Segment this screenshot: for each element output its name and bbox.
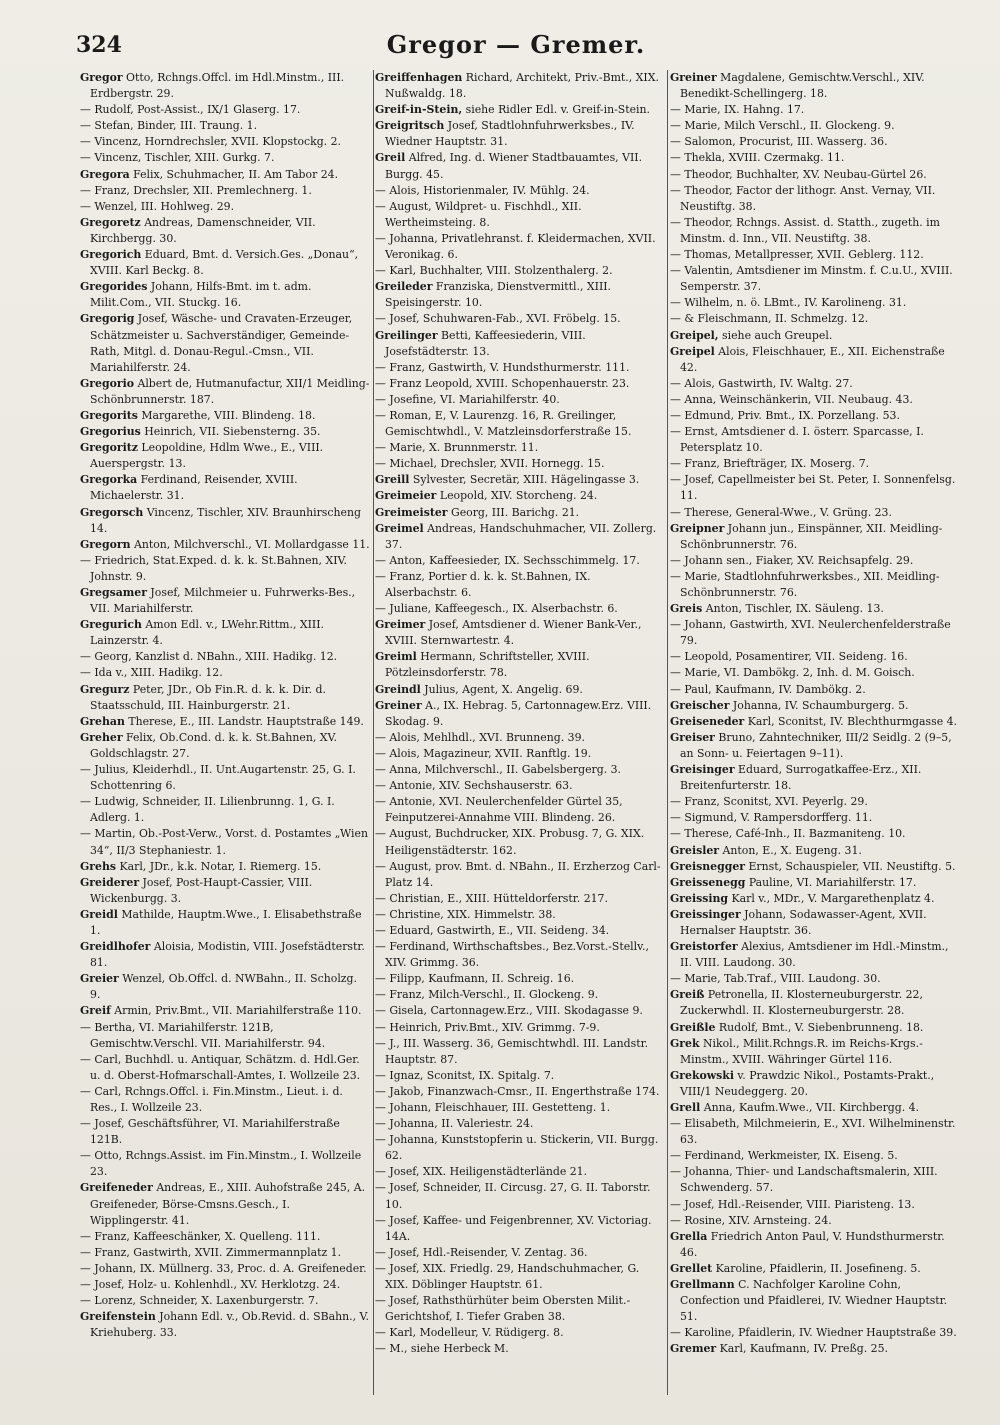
directory-entry: — Heinrich, Priv.Bmt., XIV. Grimmg. 7-9. (375, 1020, 600, 1034)
directory-entry: — Josef, Hdl.-Reisender, V. Zentag. 36. (375, 1245, 588, 1259)
directory-entry: — Alois, Gastwirth, IV. Waltg. 27. (670, 376, 853, 390)
directory-entry: — Josefine, VI. Mariahilferstr. 40. (375, 392, 560, 406)
directory-entry: — Edmund, Priv. Bmt., IX. Porzellang. 53. (670, 408, 900, 422)
directory-entry: Greiner Magdalene, Gemischtw.Verschl., XIV. Benedikt-Schellingerg. 18. (670, 71, 925, 101)
directory-entry: — Karoline, Pfaidlerin, IV. Wiedner Hauptstraße 39. (670, 1326, 957, 1340)
directory-entry: — Filipp, Kaufmann, II. Schreig. 16. (375, 972, 575, 986)
directory-entry: Greipel, siehe auch Greupel. (670, 328, 833, 342)
directory-entry: Grehan Therese, E., III. Landstr. Hauptstraße 149. (80, 714, 364, 728)
directory-entry: Greif-in-Stein, siehe Ridler Edl. v. Greif-in-Stein. (375, 103, 651, 117)
directory-entry: Gregorig Josef, Wäsche- und Cravaten-Erzeuger, Schätzmeister u. Sachverständiger, Gemeinde-Rath, Mitgl. d. Donau-Regul.-Cmsn., VII. Mariahilferstr. 24. (80, 312, 353, 374)
directory-entry: — Franz, Portier d. k. k. St.Bahnen, IX. Alserbachstr. 6. (375, 569, 591, 599)
directory-entry: Grell Anna, Kaufm.Wwe., VII. Kirchbergg. 4. (670, 1101, 920, 1114)
directory-entry: — Gisela, Cartonnagew.Erz., VIII. Skodagasse 9. (375, 1004, 643, 1018)
directory-entry: Gregsamer Josef, Milchmeier u. Fuhrwerks-Bes., VII. Mariahilferstr. (80, 586, 356, 616)
directory-entry: Gregorich Eduard, Bmt. d. Versich.Ges. „Donau“, XVIII. Karl Beckg. 8. (80, 248, 359, 278)
directory-entry: Gregoritz Leopoldine, Hdlm Wwe., E., VIII. Auerspergstr. 13. (80, 441, 324, 471)
directory-entry: — J., III. Wasserg. 36, Gemischtwhdl. III. Landstr. Hauptstr. 87. (375, 1036, 649, 1066)
directory-entry: — Jakob, Finanzwach-Cmsr., II. Engerthstraße 174. (375, 1084, 660, 1098)
directory-entry: Greiß Petronella, II. Klosterneuburgerstr. 22, Zuckerwhdl. II. Klosterneuburgerstr. 28. (670, 988, 923, 1018)
page-number: 324 (76, 32, 122, 58)
directory-entry: — Josef, Rathsthürhüter beim Obersten Milit.-Gerichtshof, I. Tiefer Graben 38. (375, 1294, 631, 1324)
directory-entry: — Therese, General-Wwe., V. Grüng. 23. (670, 505, 892, 519)
directory-entry: Grella Friedrich Anton Paul, V. Hundsthurmerstr. 46. (670, 1229, 945, 1259)
directory-entry: — Josef, Schuhwaren-Fab., XVI. Fröbelg. 15. (375, 312, 621, 326)
directory-entry: Greimeier Leopold, XIV. Storcheng. 24. (375, 489, 598, 503)
column-divider (667, 70, 668, 1395)
directory-entry: — Sigmund, V. Rampersdorfferg. 11. (670, 811, 873, 825)
directory-entry: — Karl, Buchhalter, VIII. Stolzenthalerg. 2. (375, 264, 613, 278)
directory-entry: — Roman, E, V. Laurenzg. 16, R. Greilinger, Gemischtwhdl., V. Matzleinsdorferstraße 15. (375, 408, 632, 439)
directory-entry: — Georg, Kanzlist d. NBahn., XIII. Hadikg. 12. (80, 650, 338, 664)
directory-column-3 (670, 70, 960, 1400)
directory-entry: — Martin, Ob.-Post-Verw., Vorst. d. Postamtes „Wien 34“, II/3 Stephaniestr. 1. (80, 827, 368, 857)
directory-entry: Greissing Karl v., MDr., V. Margarethenplatz 4. (670, 891, 935, 905)
directory-entry: — Josef, Geschäftsführer, VI. Mariahilferstraße 121B. (80, 1117, 340, 1147)
directory-entry: — Marie, IX. Hahng. 17. (670, 103, 805, 117)
directory-entry: Grek Nikol., Milit.Rchngs.R. im Reichs-Krgs.-Minstm., XVIII. Währinger Gürtel 116. (670, 1036, 923, 1066)
directory-entry: — Johann sen., Fiaker, XV. Reichsapfelg. 29. (670, 553, 914, 567)
directory-entry: — Rosine, XIV. Arnsteing. 24. (670, 1213, 832, 1227)
directory-entry: — Josef, Hdl.-Reisender, VIII. Piaristeng. 13. (670, 1197, 915, 1211)
directory-entry: — Franz, Gastwirth, V. Hundsthurmerstr. 111. (375, 360, 630, 374)
directory-entry: Greistorfer Alexius, Amtsdiener im Hdl.-Minstm., II. VIII. Laudong. 30. (670, 940, 949, 970)
directory-entry: — Paul, Kaufmann, IV. Dambökg. 2. (670, 682, 866, 696)
directory-entry: — Alois, Mehlhdl., XVI. Brunneng. 39. (375, 730, 585, 744)
directory-entry: — Franz, Kaffeeschänker, X. Quelleng. 111. (80, 1229, 321, 1243)
directory-entry: — Thomas, Metallpresser, XVII. Geblerg. 112. (670, 248, 924, 262)
directory-entry: — August, prov. Bmt. d. NBahn., II. Erzherzog Carl-Platz 14. (375, 859, 661, 889)
directory-entry: Gregurich Amon Edl. v., LWehr.Rittm., XIII. Lainzerstr. 4. (80, 618, 324, 648)
directory-entry: Grellmann C. Nachfolger Karoline Cohn, Confection und Pfaidlerei, IV. Wiedner Hauptstr. 51. (670, 1278, 948, 1324)
directory-entry: — Christine, XIX. Himmelstr. 38. (375, 907, 556, 921)
directory-entry: — Juliane, Kaffeegesch., IX. Alserbachstr. 6. (375, 602, 618, 616)
directory-entry: Greill Sylvester, Secretär, XIII. Hägelingasse 3. (375, 473, 640, 487)
directory-entry: — Antonie, XVI. Neulerchenfelder Gürtel 35, Feinputzerei-Annahme VIII. Blindeng. 26. (375, 795, 623, 825)
column-divider (373, 70, 374, 1395)
directory-entry: Grellet Karoline, Pfaidlerin, II. Josefineng. 5. (670, 1261, 921, 1275)
directory-entry: Greiser Bruno, Zahntechniker, III/2 Seidlg. 2 (9–5, an Sonn- u. Feiertagen 9–11). (670, 730, 952, 760)
directory-entry: Greißle Rudolf, Bmt., V. Siebenbrunneng. 18. (670, 1020, 924, 1034)
directory-entry: — Johanna, Privatlehranst. f. Kleidermachen, XVII. Veronikag. 6. (375, 231, 656, 262)
directory-entry: — Ida v., XIII. Hadikg. 12. (80, 666, 223, 680)
directory-entry: — Marie, X. Brunnmerstr. 11. (375, 441, 539, 455)
directory-entry: Gregorka Ferdinand, Reisender, XVIII. Michaelerstr. 31. (80, 473, 298, 503)
directory-entry: Greisnegger Ernst, Schauspieler, VII. Neustiftg. 5. (670, 859, 956, 873)
directory-entry: Greiseneder Karl, Sconitst, IV. Blechthurmgasse 4. (670, 714, 957, 728)
directory-entry: Greindl Julius, Agent, X. Angelig. 69. (375, 682, 583, 696)
directory-entry: — Marie, Stadtlohnfuhrwerksbes., XII. Meidling-Schönbrunnerstr. 76. (670, 569, 940, 599)
directory-entry: Greiderer Josef, Post-Haupt-Cassier, VIII. Wickenburgg. 3. (80, 875, 313, 905)
directory-entry: — Ferdinand, Werkmeister, IX. Eiseng. 5. (670, 1149, 898, 1163)
directory-entry: Greis Anton, Tischler, IX. Säuleng. 13. (670, 602, 884, 616)
directory-entry: Greissenegg Pauline, VI. Mariahilferstr. 17. (670, 875, 917, 889)
directory-entry: — Johanna, Thier- und Landschaftsmalerin, XIII. Schwenderg. 57. (670, 1165, 938, 1195)
directory-entry: — Lorenz, Schneider, X. Laxenburgerstr. 7. (80, 1294, 319, 1308)
directory-entry: — Stefan, Binder, III. Traung. 1. (80, 119, 258, 133)
directory-entry: Gregorius Heinrich, VII. Siebensterng. 35. (80, 425, 321, 439)
directory-entry: — Valentin, Amtsdiener im Minstm. f. C.u.U., XVIII. Semperstr. 37. (670, 264, 953, 294)
directory-entry: — Michael, Drechsler, XVII. Hornegg. 15. (375, 457, 605, 471)
directory-entry: — Franz, Drechsler, XII. Premlechnerg. 1. (80, 183, 312, 197)
directory-entry: — Rudolf, Post-Assist., IX/1 Glaserg. 17. (80, 103, 301, 117)
directory-entry: Greileder Franziska, Dienstvermittl., XIII. Speisingerstr. 10. (375, 280, 612, 310)
directory-entry: — Antonie, XIV. Sechshauserstr. 63. (375, 779, 573, 793)
directory-entry: — Elisabeth, Milchmeierin, E., XVI. Wilhelminenstr. 63. (670, 1117, 956, 1147)
directory-entry: — Johann, Fleischhauer, III. Gestetteng. 1. (375, 1101, 611, 1114)
directory-entry: — Josef, Holz- u. Kohlenhdl., XV. Herklotzg. 24. (80, 1278, 341, 1292)
directory-entry: — Carl, Rchngs.Offcl. i. Fin.Minstm., Lieut. i. d. Res., I. Wollzeile 23. (80, 1084, 343, 1114)
directory-entry: — M., siehe Herbeck M. (375, 1342, 509, 1356)
directory-entry: — Otto, Rchngs.Assist. im Fin.Minstm., I. Wollzeile 23. (80, 1149, 362, 1179)
directory-entry: Greidlhofer Aloisia, Modistin, VIII. Josefstädterstr. 81. (80, 940, 365, 970)
directory-entry: — Johann, IX. Müllnerg. 33, Proc. d. A. Greifeneder. (80, 1261, 367, 1275)
directory-entry: Greissinger Johann, Sodawasser-Agent, XVII. Hernalser Hauptstr. 36. (670, 907, 927, 937)
directory-entry: — Anna, Weinschänkerin, VII. Neubaug. 43. (670, 392, 913, 406)
directory-entry: — Franz, Briefträger, IX. Moserg. 7. (670, 457, 870, 471)
directory-entry: — Ignaz, Sconitst, IX. Spitalg. 7. (375, 1068, 555, 1082)
directory-entry: — Friedrich, Stat.Exped. d. k. k. St.Bahnen, XIV. Johnstr. 9. (80, 553, 347, 583)
directory-entry: Greimel Andreas, Handschuhmacher, VII. Zollerg. 37. (375, 521, 657, 551)
directory-entry: — Ernst, Amtsdiener d. I. österr. Sparcasse, I. Petersplatz 10. (670, 425, 924, 455)
directory-entry: Greiml Hermann, Schriftsteller, XVIII. Pötzleinsdorferstr. 78. (375, 650, 590, 680)
directory-entry: Greiffenhagen Richard, Architekt, Priv.-Bmt., XIX. Nußwaldg. 18. (375, 71, 659, 101)
directory-entry: — Alois, Magazineur, XVII. Ranftlg. 19. (375, 746, 592, 760)
directory-entry: Greidl Mathilde, Hauptm.Wwe., I. Elisabethstraße 1. (80, 907, 362, 937)
directory-entry: Greisinger Eduard, Surrogatkaffee-Erz., XII. Breitenfurterstr. 18. (670, 763, 922, 793)
directory-entry: — Marie, VI. Dambökg. 2, Inh. d. M. Goisch. (670, 666, 915, 680)
directory-entry: Greigritsch Josef, Stadtlohnfuhrwerksbes., IV. Wiedner Hauptstr. 31. (375, 119, 635, 149)
directory-entry: Greisler Anton, E., X. Eugeng. 31. (670, 843, 862, 857)
directory-entry: — Franz, Milch-Verschl., II. Glockeng. 9. (375, 988, 599, 1002)
directory-entry: — Josef, XIX. Heiligenstädterlände 21. (375, 1165, 588, 1179)
directory-entry: Gregorsch Vincenz, Tischler, XIV. Braunhirscheng 14. (80, 505, 361, 535)
directory-entry: — Vincenz, Horndrechsler, XVII. Klopstockg. 2. (80, 135, 342, 149)
directory-entry: — August, Buchdrucker, XIX. Probusg. 7, G. XIX. Heiligenstädterstr. 162. (375, 827, 645, 857)
directory-entry: Greher Felix, Ob.Cond. d. k. k. St.Bahnen, XV. Goldschlagstr. 27. (80, 730, 337, 760)
directory-entry: Greilinger Betti, Kaffeesiederin, VIII. Josefstädterstr. 13. (375, 328, 586, 358)
directory-entry: Gregorio Albert de, Hutmanufactur, XII/1 Meidling-Schönbrunnerstr. 187. (80, 376, 370, 406)
directory-entry: — Theodor, Factor der lithogr. Anst. Vernay, VII. Neustiftg. 38. (670, 183, 936, 213)
directory-entry: — Carl, Buchhdl. u. Antiquar, Schätzm. d. Hdl.Ger. u. d. Oberst-Hofmarschall-Amtes, I. Wollzeile 23. (80, 1052, 361, 1082)
directory-entry: — Theodor, Buchhalter, XV. Neubau-Gürtel 26. (670, 167, 927, 181)
directory-entry: — Josef, Schneider, II. Circusg. 27, G. II. Taborstr. 10. (375, 1181, 651, 1211)
directory-entry: — Christian, E., XIII. Hütteldorferstr. 217. (375, 891, 608, 905)
directory-entry: Greiner A., IX. Hebrag. 5, Cartonnagew.Erz. VIII. Skodag. 9. (375, 698, 652, 728)
directory-entry: — Anton, Kaffeesieder, IX. Sechsschimmelg. 17. (375, 553, 640, 567)
directory-entry: — Thekla, XVIII. Czermakg. 11. (670, 151, 845, 165)
directory-column-2 (375, 70, 665, 1400)
directory-entry: — Josef, Capellmeister bei St. Peter, I. Sonnenfelsg. 11. (670, 473, 956, 503)
directory-entry: Greifeneder Andreas, E., XIII. Auhofstraße 245, A. Greifeneder, Börse-Cmsns.Gesch., I. Wipplingerstr. 41. (80, 1181, 366, 1227)
directory-entry: — Franz, Gastwirth, XVII. Zimmermannplatz 1. (80, 1245, 342, 1259)
directory-entry: Grekowski v. Prawdzic Nikol., Postamts-Prakt., VIII/1 Neudeggerg. 20. (670, 1068, 935, 1098)
directory-entry: — Wilhelm, n. ö. LBmt., IV. Karolineng. 31. (670, 296, 907, 310)
directory-entry: Grehs Karl, JDr., k.k. Notar, I. Riemerg. 15. (80, 859, 322, 873)
directory-entry: — August, Wildpret- u. Fischhdl., XII. Wertheimsteing. 8. (375, 199, 582, 229)
page-title: Gregor — Gremer. (386, 30, 646, 59)
directory-entry: Greipner Johann jun., Einspänner, XII. Meidling-Schönbrunnerstr. 76. (670, 521, 943, 551)
directory-entry: — Anna, Milchverschl., II. Gabelsbergerg. 3. (375, 763, 622, 777)
directory-column-1 (80, 70, 370, 1400)
directory-entry: Greimeister Georg, III. Barichg. 21. (375, 505, 580, 519)
directory-entry: Gregor Otto, Rchngs.Offcl. im Hdl.Minstm., III. Erdbergstr. 29. (80, 71, 345, 101)
directory-entry: Gregorn Anton, Milchverschl., VI. Mollardgasse 11. (80, 537, 370, 551)
directory-entry: — Johanna, II. Valeriestr. 24. (375, 1117, 534, 1131)
directory-entry: — Salomon, Procurist, III. Wasserg. 36. (670, 135, 888, 149)
directory-entry: — Julius, Kleiderhdl., II. Unt.Augartenstr. 25, G. I. Schottenring 6. (80, 763, 356, 793)
directory-entry: — Marie, Milch Verschl., II. Glockeng. 9. (670, 119, 895, 133)
directory-entry: — & Fleischmann, II. Schmelzg. 12. (670, 312, 869, 326)
directory-entry: — Johanna, Kunststopferin u. Stickerin, VII. Burgg. 62. (375, 1133, 659, 1163)
directory-entry: Greil Alfred, Ing. d. Wiener Stadtbauamtes, VII. Burgg. 45. (375, 151, 643, 181)
directory-entry: — Vincenz, Tischler, XIII. Gurkg. 7. (80, 151, 275, 165)
directory-entry: — Josef, Kaffee- und Feigenbrenner, XV. Victoriag. 14A. (375, 1213, 652, 1243)
directory-entry: — Franz, Sconitst, XVI. Peyerlg. 29. (670, 795, 868, 809)
directory-entry: — Josef, XIX. Friedlg. 29, Handschuhmacher, G. XIX. Döblinger Hauptstr. 61. (375, 1261, 640, 1292)
directory-entry: — Eduard, Gastwirth, E., VII. Seideng. 34. (375, 923, 610, 937)
directory-entry: — Leopold, Posamentirer, VII. Seideng. 16. (670, 650, 908, 664)
directory-entry: — Marie, Tab.Traf., VIII. Laudong. 30. (670, 972, 881, 986)
directory-entry: — Franz Leopold, XVIII. Schopenhauerstr. 23. (375, 376, 630, 390)
directory-entry: Greipel Alois, Fleischhauer, E., XII. Eichenstraße 42. (670, 344, 945, 374)
directory-entry: Greischer Johanna, IV. Schaumburgerg. 5. (670, 698, 909, 712)
directory-entry: Gregorits Margarethe, VIII. Blindeng. 18. (80, 408, 316, 422)
directory-entry: Gremer Karl, Kaufmann, IV. Preßg. 25. (670, 1342, 888, 1356)
directory-entry: — Bertha, VI. Mariahilferstr. 121B, Gemischtw.Verschl. VII. Mariahilferstr. 94. (80, 1020, 326, 1050)
directory-entry: — Therese, Café-Inh., II. Bazmaniteng. 10. (670, 827, 906, 841)
directory-entry: Gregora Felix, Schuhmacher, II. Am Tabor 24. (80, 167, 339, 181)
directory-entry: — Ferdinand, Wirthschaftsbes., Bez.Vorst.-Stellv., XIV. Grimmg. 36. (375, 940, 649, 970)
directory-entry: Greifenstein Johann Edl. v., Ob.Revid. d. SBahn., V. Kriehuberg. 33. (80, 1310, 369, 1340)
directory-entry: Gregorides Johann, Hilfs-Bmt. im t. adm. Milit.Com., VII. Stuckg. 16. (80, 280, 312, 310)
directory-entry: — Theodor, Rchngs. Assist. d. Statth., zugeth. im Minstm. d. Inn., VII. Neustiftg. 38. (670, 215, 940, 245)
directory-entry: — Karl, Modelleur, V. Rüdigerg. 8. (375, 1326, 564, 1340)
directory-entry: Greif Armin, Priv.Bmt., VII. Mariahilferstraße 110. (80, 1004, 362, 1018)
directory-entry: — Ludwig, Schneider, II. Lilienbrunng. 1, G. I. Adlerg. 1. (80, 795, 335, 825)
directory-entry: Greimer Josef, Amtsdiener d. Wiener Bank-Ver., XVIII. Sternwartestr. 4. (375, 618, 642, 648)
directory-entry: — Alois, Historienmaler, IV. Mühlg. 24. (375, 183, 590, 197)
directory-entry: — Johann, Gastwirth, XVI. Neulerchenfelderstraße 79. (670, 618, 951, 648)
directory-entry: Gregoretz Andreas, Damenschneider, VII. Kirchbergg. 30. (80, 215, 316, 245)
directory-entry: — Wenzel, III. Hohlweg. 29. (80, 199, 235, 213)
directory-entry: Gregurz Peter, JDr., Ob Fin.R. d. k. k. Dir. d. Staatsschuld, III. Hainburgerstr. 21. (80, 682, 326, 712)
page-header (76, 28, 956, 62)
directory-entry: Greier Wenzel, Ob.Offcl. d. NWBahn., II. Scholzg. 9. (80, 972, 357, 1002)
